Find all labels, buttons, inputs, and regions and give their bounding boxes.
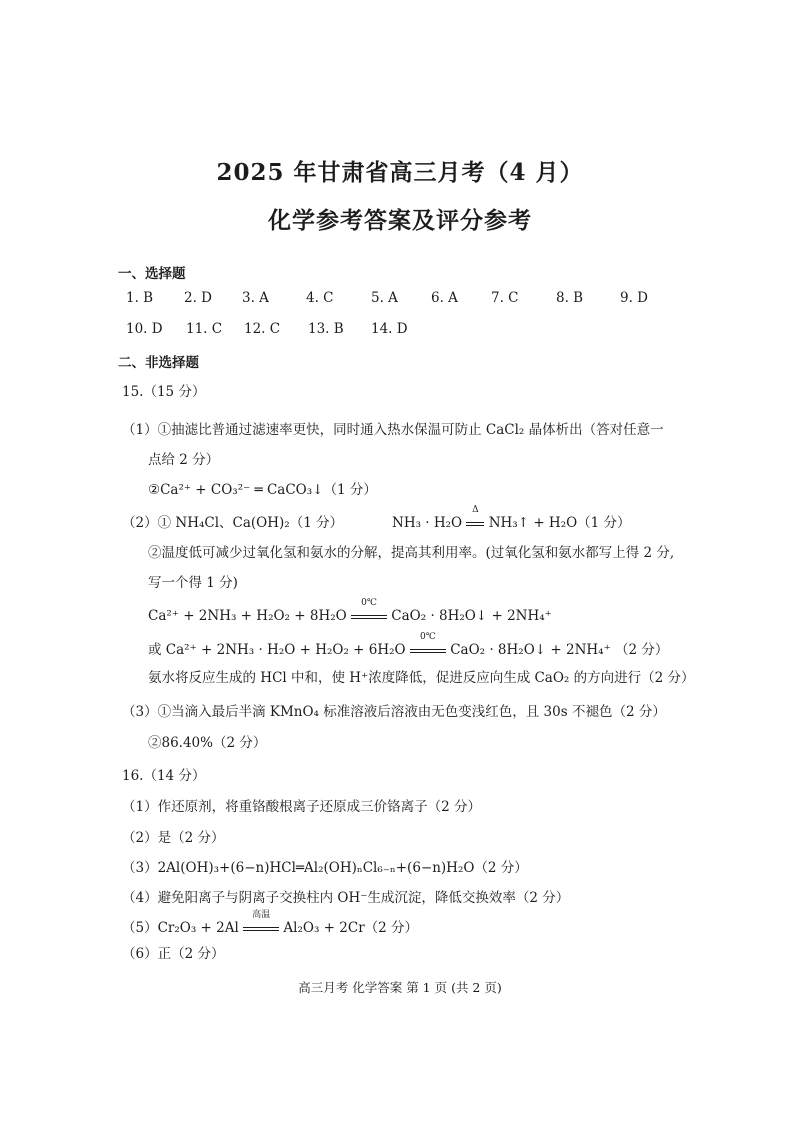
heat-condition: Δ	[472, 505, 479, 515]
reaction-condition-arrow	[351, 598, 387, 624]
answer-line: 写一个得 1 分)	[148, 575, 238, 591]
equation-products: CaO₂ · 8H₂O↓ + 2NH₄⁺	[391, 608, 552, 624]
answer-item: 5. A	[371, 290, 398, 306]
equation-products: Al₂O₃ + 2Cr（2 分）	[283, 920, 419, 936]
answer-item: 13. B	[308, 321, 344, 337]
answer-item: 2. D	[184, 290, 212, 306]
reaction-condition-arrow	[243, 910, 279, 936]
answer-line: 氨水将反应生成的 HCl 中和，使 H⁺浓度降低，促进反应向生成 CaO₂ 的方向进行（2 分）	[148, 670, 695, 686]
question-label-15: 15.（15 分）	[122, 384, 206, 400]
answer-item: 10. D	[126, 321, 163, 337]
answer-item: 12. C	[244, 321, 281, 337]
equation-reactants: （5）Cr₂O₃ + 2Al	[122, 920, 239, 936]
answer-item: 4. C	[306, 290, 334, 306]
answer-item: 8. B	[556, 290, 584, 306]
reaction-condition-arrow	[410, 632, 446, 658]
equation-line	[122, 910, 419, 936]
temperature-condition: 0℃	[361, 598, 377, 608]
answer-line: （4）避免阳离子与阴离子交换柱内 OH⁻生成沉淀，降低交换效率（2 分）	[122, 890, 570, 906]
equation-reactants: NH₃ · H₂O	[392, 515, 463, 531]
answer-line: （2）是（2 分）	[122, 830, 225, 846]
answer-item: 11. C	[186, 321, 223, 337]
equation-line	[392, 505, 631, 531]
answer-line: （1）①抽滤比普通过滤速率更快，同时通入热水保温可防止 CaCl₂ 晶体析出（答对任意一	[122, 422, 664, 438]
question-label-16: 16.（14 分）	[122, 768, 206, 784]
equation-line: ②Ca²⁺ + CO₃²⁻ ═ CaCO₃↓（1 分）	[148, 482, 377, 498]
answer-line: 点给 2 分）	[148, 452, 220, 468]
equation-line: （3）2Al(OH)₃+(6−n)HCl═Al₂(OH)ₙCl₆₋ₙ+(6−n)H₂O（2 分）	[122, 860, 528, 876]
equation-reactants: Ca²⁺ + 2NH₃ + H₂O₂ + 8H₂O	[148, 608, 347, 624]
temperature-condition: 0℃	[420, 632, 436, 642]
answer-line: （2）① NH₄Cl、Ca(OH)₂（1 分）	[122, 515, 344, 531]
section-heading-nonchoice: 二、非选择题	[118, 355, 199, 371]
answer-item: 1. B	[126, 290, 154, 306]
answer-line: （6）正（2 分）	[122, 946, 225, 962]
equation-line	[148, 598, 552, 624]
answer-item: 14. D	[371, 321, 408, 337]
answer-item: 9. D	[620, 290, 648, 306]
document-title: 2025 年甘肃省高三月考（4 月）	[216, 159, 584, 186]
section-heading-choice: 一、选择题	[118, 266, 186, 282]
page-footer: 高三月考 化学答案 第 1 页 (共 2 页)	[298, 980, 502, 995]
answer-line: ②温度低可减少过氧化氢和氨水的分解，提高其利用率。(过氧化氢和氨水都写上得 2 分,	[148, 545, 675, 561]
reaction-condition-arrow	[466, 505, 484, 531]
answer-line: （1）作还原剂，将重铬酸根离子还原成三价铬离子（2 分）	[122, 799, 481, 815]
answer-item: 3. A	[242, 290, 269, 306]
equation-products: NH₃↑ + H₂O（1 分）	[488, 515, 631, 531]
answer-item: 6. A	[431, 290, 458, 306]
equation-line	[148, 632, 669, 658]
equation-products: CaO₂ · 8H₂O↓ + 2NH₄⁺ （2 分）	[450, 642, 669, 658]
high-temperature-condition: 高温	[252, 910, 271, 920]
answer-item: 7. C	[491, 290, 519, 306]
document-subtitle: 化学参考答案及评分参考	[268, 207, 532, 234]
answer-line: ②86.40%（2 分）	[148, 735, 267, 751]
equation-reactants: 或 Ca²⁺ + 2NH₃ · H₂O + H₂O₂ + 6H₂O	[148, 642, 406, 658]
answer-line: （3）①当滴入最后半滴 KMnO₄ 标准溶液后溶液由无色变浅红色，且 30s 不褪色（2 分）	[122, 704, 666, 720]
